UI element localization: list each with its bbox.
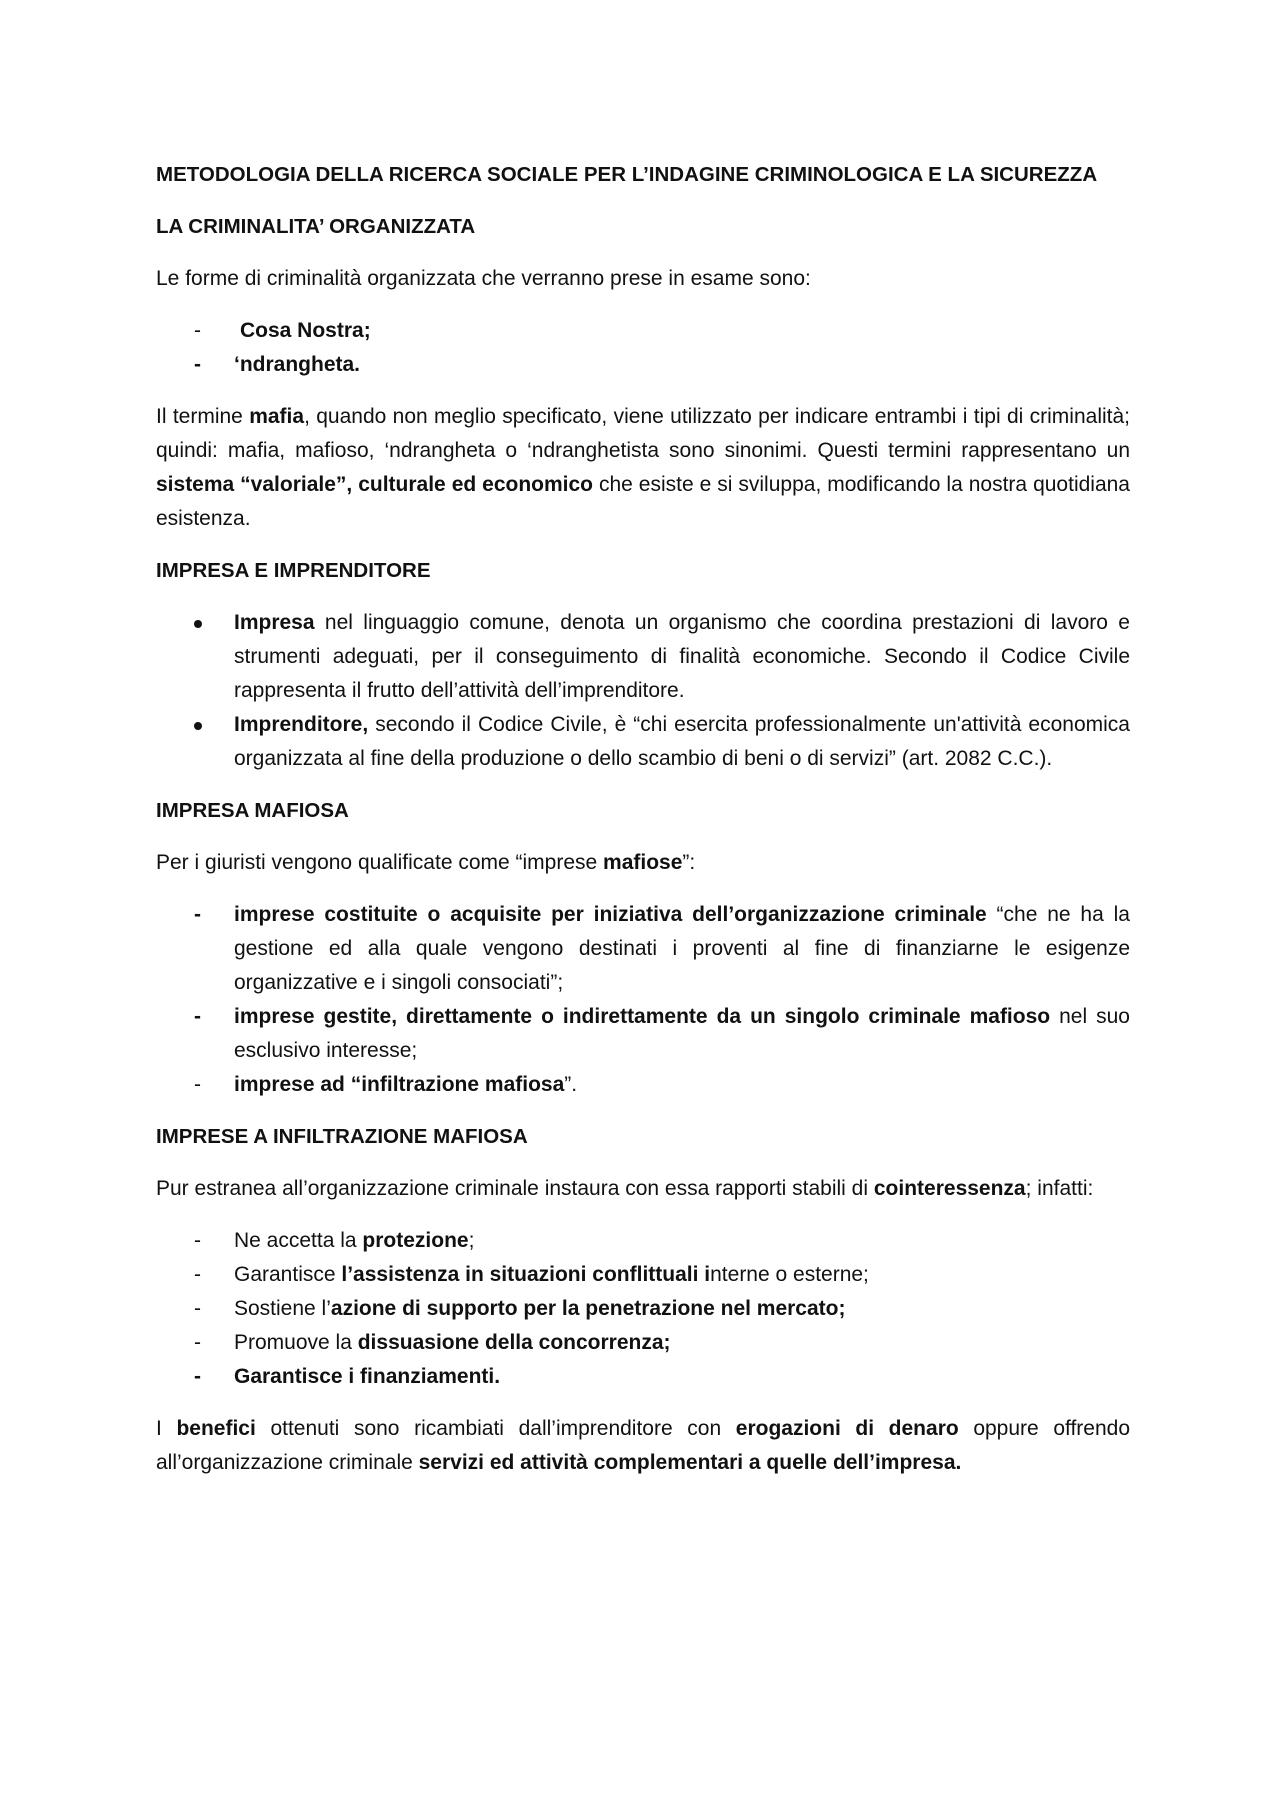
impresa-mafiosa-intro: Per i giuristi vengono qualificate come “imprese mafiose”: <box>156 851 696 874</box>
section-heading-impresa: IMPRESA E IMPRENDITORE <box>156 559 431 582</box>
document-page <box>156 158 1130 1498</box>
dash-marker: - <box>194 1005 201 1028</box>
list-item: - Garantisce l’assistenza in situazioni conflittuali interne o esterne; <box>156 1258 1130 1292</box>
dash-marker: - <box>194 319 201 342</box>
bullet-dot-icon <box>194 722 202 730</box>
closing-paragraph: I benefici ottenuti sono ricambiati dall’imprenditore con erogazioni di denaro oppure offrendo all’organizzazione criminale servizi ed attività complementari a quelle dell’impresa. <box>156 1417 1131 1474</box>
document-title: METODOLOGIA DELLA RICERCA SOCIALE PER L’INDAGINE CRIMINOLOGICA E LA SICUREZZA <box>156 163 1098 186</box>
list-item: - imprese ad “infiltrazione mafiosa”. <box>156 1068 1130 1102</box>
list-item <box>156 348 1130 382</box>
section-heading-impresa-mafiosa: IMPRESA MAFIOSA <box>156 799 349 822</box>
list-item-text: Cosa Nostra; <box>240 319 371 342</box>
dash-marker: - <box>194 1297 201 1320</box>
dash-marker: - <box>194 903 201 926</box>
impresa-definitions-list <box>156 606 1130 776</box>
dash-marker: - <box>194 1331 201 1354</box>
impresa-mafiosa-list <box>156 898 1130 1102</box>
intro-paragraph: Le forme di criminalità organizzata che verranno prese in esame sono: <box>156 267 811 290</box>
section-heading-infiltrazione: IMPRESE A INFILTRAZIONE MAFIOSA <box>156 1125 528 1148</box>
list-item-text: ‘ndrangheta. <box>234 353 361 376</box>
list-item: - Sostiene l’azione di supporto per la penetrazione nel mercato; <box>156 1292 1130 1326</box>
list-item: - Ne accetta la protezione; <box>156 1224 1130 1258</box>
list-item-imprenditore: Imprenditore, secondo il Codice Civile, è “chi esercita professionalmente un'attività economica organizzata al fine della produzione o dello scambio di beni o di servizi” (art. 2082 C.C.). <box>156 708 1130 776</box>
infiltrazione-list <box>156 1224 1130 1394</box>
list-item: - imprese costituite o acquisite per iniziativa dell’organizzazione criminale “che ne ha la gestione ed alla quale vengono destinati i proventi al fine di finanziarne le esigenze organizzative e i singoli consociati”; <box>156 898 1130 1000</box>
dash-marker: - <box>194 1365 201 1388</box>
section-heading-criminalita: LA CRIMINALITA’ ORGANIZZATA <box>156 215 476 238</box>
dash-marker: - <box>194 1229 201 1252</box>
criminal-forms-list <box>156 314 1130 382</box>
dash-marker: - <box>194 1263 201 1286</box>
list-item: - imprese gestite, direttamente o indirettamente da un singolo criminale mafioso nel suo esclusivo interesse; <box>156 1000 1130 1068</box>
infiltrazione-intro: Pur estranea all’organizzazione criminale instaura con essa rapporti stabili di cointeressenza; infatti: <box>156 1177 1094 1200</box>
list-item-impresa: Impresa nel linguaggio comune, denota un organismo che coordina prestazioni di lavoro e strumenti adeguati, per il conseguimento di finalità economiche. Secondo il Codice Civile rappresenta il frutto dell’attività dell’imprenditore. <box>156 606 1130 708</box>
list-item <box>156 314 1130 348</box>
list-item: - Promuove la dissuasione della concorrenza; <box>156 1326 1130 1360</box>
dash-marker: - <box>194 353 201 376</box>
dash-marker: - <box>194 1073 201 1096</box>
list-item: - Garantisce i finanziamenti. <box>156 1360 1130 1394</box>
bullet-dot-icon <box>194 620 202 628</box>
mafia-definition-paragraph: Il termine mafia, quando non meglio specificato, viene utilizzato per indicare entrambi i tipi di criminalità; quindi: mafia, mafioso, ‘ndrangheta o ‘ndranghetista sono sinonimi. Questi termini rappresentano un sistema “valoriale”, culturale ed economico che esiste e si sviluppa, modificando la nostra quotidiana esistenza. <box>156 405 1130 530</box>
